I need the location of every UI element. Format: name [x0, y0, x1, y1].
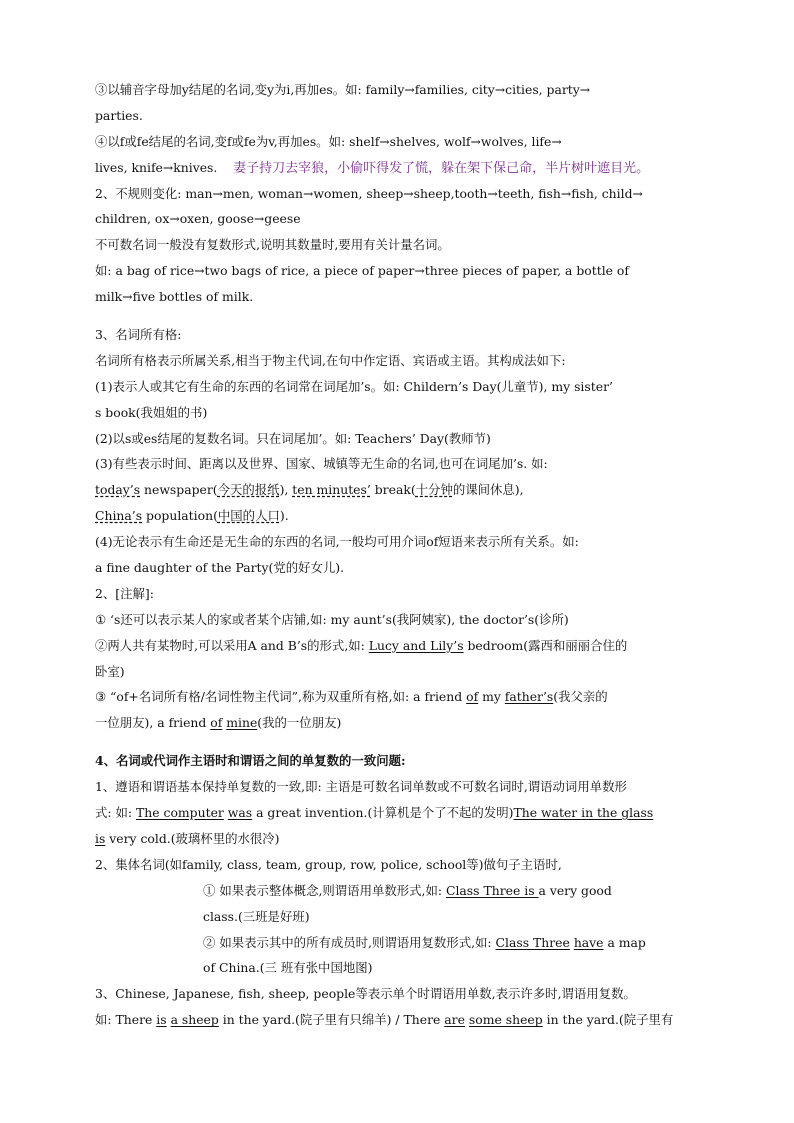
text-fragment: 的课间休息),	[452, 482, 524, 498]
text-fragment: ),	[279, 482, 293, 498]
text-line	[95, 555, 699, 581]
document-body	[95, 77, 699, 1033]
text-fragment: a map	[603, 934, 646, 950]
underlined-are: are	[444, 1012, 465, 1028]
text-fragment: my	[478, 689, 505, 705]
example-today-cn: 今天的报纸	[217, 482, 280, 498]
text-line	[95, 284, 699, 310]
text-line	[95, 904, 699, 930]
rule-4-cont: lives, knife→knives.	[95, 159, 218, 175]
text-line	[95, 581, 699, 607]
text-fragment: ).	[279, 508, 289, 524]
text-line	[95, 348, 699, 374]
text-line	[95, 852, 699, 878]
text-line	[95, 155, 699, 181]
uncountable-example: 如: a bag of rice→two bags of rice, a piece of paper→three pieces of paper, a bottle of	[95, 263, 629, 279]
text-fragment: population(	[142, 508, 218, 524]
underlined-computer: The computer	[136, 805, 224, 821]
agreement-rule-2: 2、集体名词(如family, class, team, group, row, police, school等)做句子主语时,	[95, 856, 562, 872]
example-ten-minutes-cn: 十分钟	[415, 482, 453, 498]
possessive-rule-3: (3)有些表示时间、距离以及世界、国家、城镇等无生命的名词,也可在词尾加’s. 如:	[95, 456, 548, 472]
example-today: today’s	[95, 482, 141, 498]
text-line	[95, 77, 699, 103]
text-line	[95, 878, 699, 904]
rule-3-text: ③以辅音字母加y结尾的名词,变y为i,再加es。如: family→families, city→cities, party→	[95, 82, 591, 97]
sub-rule-2-cont: of China.(三 班有张中国地图)	[203, 960, 373, 976]
text-fragment: 式: 如:	[95, 805, 137, 821]
irregular-plural-text: 2、不规则变化: man→men, woman→women, sheep→sheep,tooth→teeth, fish→fish, child→	[95, 185, 643, 201]
sub-rule-1-cont: class.(三班是好班)	[203, 908, 310, 924]
text-fragment: 如: There	[95, 1012, 157, 1028]
rule-3-cont: parties.	[95, 107, 143, 123]
note-3: ③ “of+名词所有格/名词性物主代词”,称为双重所有格,如: a friend	[95, 689, 467, 705]
text-line	[95, 659, 699, 685]
text-line	[95, 400, 699, 426]
underlined-is: is	[156, 1012, 167, 1028]
text-fragment: in the yard.(院子里有	[542, 1012, 674, 1028]
underlined-of: of	[210, 715, 223, 731]
text-line	[95, 451, 699, 477]
agreement-heading: 4、名词或代词作主语时和谓语之间的单复数的一致问题:	[95, 753, 406, 769]
text-line	[95, 232, 699, 258]
text-line	[95, 426, 699, 452]
text-fragment: bedroom(露西和丽丽合住的	[463, 637, 628, 653]
text-fragment: a very good	[538, 882, 612, 898]
possessive-rule-1: (1)表示人或其它有生命的东西的名词常在词尾加’s。如: Childern’s Day(儿童节), my sister’	[95, 378, 613, 394]
text-line	[95, 774, 699, 800]
text-fragment: (我的一位朋友)	[257, 715, 342, 731]
note-2-cont: 卧室)	[95, 663, 125, 679]
text-line	[95, 1007, 699, 1033]
underlined-have: have	[573, 934, 604, 950]
text-fragment: break(	[370, 482, 416, 498]
rule-4-text: ④以f或fe结尾的名词,变f或fe为v,再加es。如: shelf→shelves, wolf→wolves, life→	[95, 133, 562, 149]
text-fragment: newspaper(	[140, 482, 218, 498]
text-line	[95, 800, 699, 826]
text-line	[95, 607, 699, 633]
underlined-mine: mine	[226, 715, 258, 731]
underlined-is: is	[95, 830, 106, 846]
possessive-rule-1-cont: s book(我姐姐的书)	[95, 404, 208, 420]
text-line	[95, 129, 699, 155]
text-line	[95, 477, 699, 503]
underlined-class-three-is: Class Three is	[445, 882, 539, 898]
text-line	[95, 181, 699, 207]
text-line	[95, 981, 699, 1007]
uncountable-example-cont: milk→five bottles of milk.	[95, 289, 254, 305]
text-fragment: in the yard.(院子里有只绵羊) / There	[218, 1012, 445, 1028]
agreement-rule-3: 3、Chinese, Japanese, fish, sheep, people等表示单个时谓语用单数,表示许多时,谓语用复数。	[95, 986, 636, 1002]
text-line	[95, 503, 699, 529]
irregular-plural-cont: children, ox→oxen, goose→geese	[95, 211, 301, 227]
text-line	[95, 826, 699, 852]
example-china-cn: 中国的人口	[217, 508, 280, 524]
uncountable-note: 不可数名词一般没有复数形式,说明其数量时,要用有关计量名词。	[95, 237, 450, 253]
text-line	[95, 206, 699, 232]
example-lucy-lily: Lucy and Lily’s	[368, 637, 464, 653]
example-china: China’s	[95, 508, 143, 524]
text-fragment: very cold.(玻璃杯里的水很冷)	[105, 830, 280, 846]
sub-rule-1: ① 如果表示整体概念,则谓语用单数形式,如:	[203, 882, 446, 898]
mnemonic-rhyme: 妻子持刀去宰狼，小偷吓得发了慌，躲在架下保己命，半片树叶遮目光。	[233, 160, 650, 176]
underlined-was: was	[227, 805, 253, 821]
example-ten-minutes: ten minutes’	[292, 482, 371, 498]
underlined-fathers: father’s	[504, 689, 554, 705]
section-heading	[95, 322, 699, 348]
possessive-intro: 名词所有格表示所属关系,相当于物主代词,在句中作定语、宾语或主语。其构成法如下:	[95, 352, 566, 368]
underlined-of: of	[466, 689, 479, 705]
sub-rule-2: ② 如果表示其中的所有成员时,则谓语用复数形式,如:	[203, 934, 496, 950]
text-fragment: (我父亲的	[553, 689, 608, 705]
text-line	[95, 930, 699, 956]
possessive-rule-4: (4)无论表示有生命还是无生命的东西的名词,一般均可用介词of短语来表示所有关系。如:	[95, 534, 579, 550]
note-1: ① ‘s还可以表示某人的家或者某个店铺,如: my aunt’s(我阿姨家), the doctor’s(诊所)	[95, 611, 569, 627]
text-line	[95, 633, 699, 659]
agreement-rule-1: 1、遵语和谓语基本保持单复数的一致,即: 主语是可数名词单数或不可数名词时,谓语动词用单数形	[95, 779, 627, 795]
text-line	[95, 710, 699, 736]
text-line	[95, 374, 699, 400]
notes-heading: 2、[注解]:	[95, 585, 154, 601]
text-line	[95, 103, 699, 129]
text-line	[95, 529, 699, 555]
possessive-rule-2: (2)以s或es结尾的复数名词。只在词尾加’。如: Teachers’ Day(教师节)	[95, 430, 491, 446]
possessive-rule-4-example: a fine daughter of the Party(党的好女儿).	[95, 560, 345, 576]
underlined-class-three: Class Three	[495, 934, 570, 950]
note-2: ②两人共有某物时,可以采用A and B’s的形式,如:	[95, 637, 369, 653]
text-line	[95, 258, 699, 284]
text-fragment: a great invention.(计算机是个了不起的发明)	[252, 805, 514, 821]
underlined-a-sheep: a sheep	[170, 1012, 219, 1028]
possessive-heading: 3、名词所有格:	[95, 327, 182, 343]
text-line	[95, 684, 699, 710]
note-3-cont: 一位朋友), a friend	[95, 715, 211, 731]
section-heading	[95, 748, 699, 774]
underlined-some-sheep: some sheep	[468, 1012, 543, 1028]
text-line	[95, 955, 699, 981]
underlined-water: The water in the glass	[513, 805, 654, 821]
